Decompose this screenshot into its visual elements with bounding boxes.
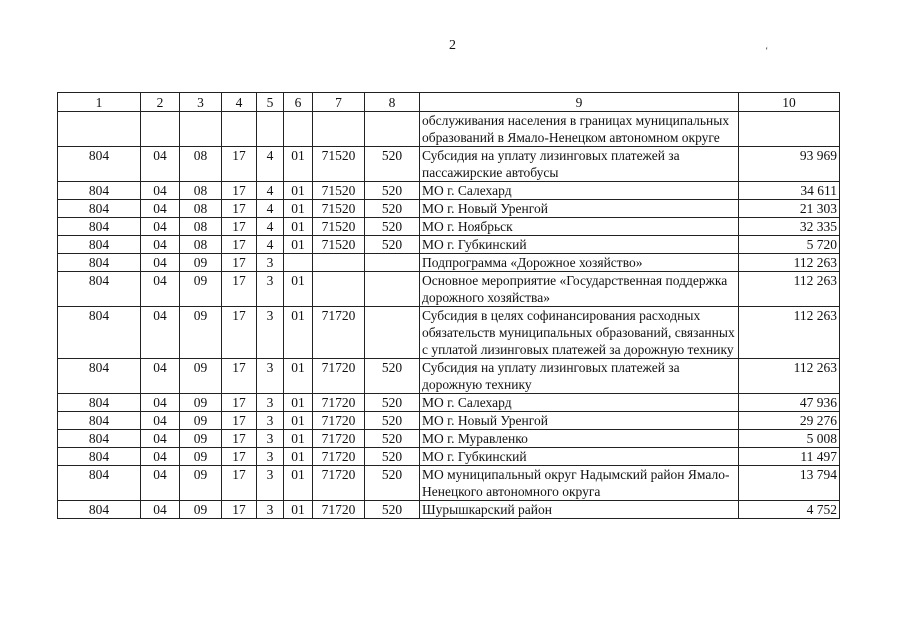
description-cell: Шурышкарский район — [420, 501, 739, 519]
table-row — [58, 218, 840, 236]
gu-code-cell: 804 — [58, 236, 141, 254]
column-header: 4 — [222, 93, 257, 112]
activity-cell: 01 — [284, 218, 313, 236]
gu-code-cell: 804 — [58, 272, 141, 307]
table-row — [58, 501, 840, 519]
table-row — [58, 182, 840, 200]
activity-cell: 01 — [284, 147, 313, 182]
description-cell: Субсидия в целях софинансирования расходных обязательств муниципальных образований, связанных с уплатой лизинговых платежей за дорожную технику — [420, 307, 739, 359]
gu-code-cell — [58, 112, 141, 147]
subprogram-cell: 4 — [257, 182, 284, 200]
subprogram-cell: 3 — [257, 412, 284, 430]
column-header: 10 — [739, 93, 840, 112]
amount-cell: 4 752 — [739, 501, 840, 519]
subsection-cell: 09 — [180, 448, 222, 466]
expense-type-cell: 520 — [365, 200, 420, 218]
direction-cell: 71720 — [313, 430, 365, 448]
description-cell: Основное мероприятие «Государственная поддержка дорожного хозяйства» — [420, 272, 739, 307]
amount-cell: 5 720 — [739, 236, 840, 254]
direction-cell — [313, 272, 365, 307]
column-header: 7 — [313, 93, 365, 112]
expense-type-cell — [365, 254, 420, 272]
amount-cell: 21 303 — [739, 200, 840, 218]
subprogram-cell — [257, 112, 284, 147]
expense-type-cell: 520 — [365, 466, 420, 501]
activity-cell — [284, 112, 313, 147]
activity-cell: 01 — [284, 448, 313, 466]
program-cell: 17 — [222, 430, 257, 448]
amount-cell: 34 611 — [739, 182, 840, 200]
table-header-row — [58, 93, 840, 112]
amount-cell: 112 263 — [739, 359, 840, 394]
column-header: 3 — [180, 93, 222, 112]
gu-code-cell: 804 — [58, 218, 141, 236]
direction-cell — [313, 112, 365, 147]
expense-type-cell: 520 — [365, 147, 420, 182]
expense-type-cell: 520 — [365, 236, 420, 254]
column-header: 9 — [420, 93, 739, 112]
section-cell: 04 — [141, 448, 180, 466]
subprogram-cell: 3 — [257, 394, 284, 412]
expense-type-cell — [365, 112, 420, 147]
gu-code-cell: 804 — [58, 430, 141, 448]
expense-type-cell: 520 — [365, 218, 420, 236]
amount-cell: 5 008 — [739, 430, 840, 448]
subsection-cell: 08 — [180, 200, 222, 218]
section-cell: 04 — [141, 394, 180, 412]
direction-cell: 71520 — [313, 200, 365, 218]
subsection-cell: 08 — [180, 147, 222, 182]
subsection-cell: 08 — [180, 182, 222, 200]
page-number: 2 — [449, 38, 456, 53]
description-cell: МО г. Губкинский — [420, 448, 739, 466]
section-cell: 04 — [141, 430, 180, 448]
program-cell: 17 — [222, 218, 257, 236]
section-cell: 04 — [141, 254, 180, 272]
table-row — [58, 254, 840, 272]
program-cell: 17 — [222, 147, 257, 182]
section-cell: 04 — [141, 147, 180, 182]
amount-cell: 112 263 — [739, 272, 840, 307]
amount-cell: 47 936 — [739, 394, 840, 412]
program-cell: 17 — [222, 359, 257, 394]
table-row — [58, 200, 840, 218]
table-row — [58, 466, 840, 501]
direction-cell: 71720 — [313, 412, 365, 430]
program-cell: 17 — [222, 254, 257, 272]
expense-type-cell: 520 — [365, 394, 420, 412]
subprogram-cell: 4 — [257, 218, 284, 236]
program-cell: 17 — [222, 182, 257, 200]
program-cell — [222, 112, 257, 147]
activity-cell: 01 — [284, 182, 313, 200]
description-cell: Субсидия на уплату лизинговых платежей за пассажирские автобусы — [420, 147, 739, 182]
activity-cell: 01 — [284, 501, 313, 519]
gu-code-cell: 804 — [58, 359, 141, 394]
direction-cell: 71720 — [313, 359, 365, 394]
table-row — [58, 430, 840, 448]
subsection-cell: 09 — [180, 466, 222, 501]
subprogram-cell: 4 — [257, 236, 284, 254]
amount-cell: 29 276 — [739, 412, 840, 430]
expense-type-cell — [365, 307, 420, 359]
table-row — [58, 359, 840, 394]
section-cell: 04 — [141, 307, 180, 359]
program-cell: 17 — [222, 394, 257, 412]
subprogram-cell: 3 — [257, 272, 284, 307]
description-cell: МО г. Новый Уренгой — [420, 412, 739, 430]
gu-code-cell: 804 — [58, 307, 141, 359]
table-row — [58, 147, 840, 182]
table-row — [58, 236, 840, 254]
description-cell: МО г. Салехард — [420, 182, 739, 200]
subprogram-cell: 3 — [257, 448, 284, 466]
description-cell: Подпрограмма «Дорожное хозяйство» — [420, 254, 739, 272]
table-row — [58, 394, 840, 412]
subsection-cell: 08 — [180, 218, 222, 236]
description-cell: Субсидия на уплату лизинговых платежей за дорожную технику — [420, 359, 739, 394]
table-row — [58, 112, 840, 147]
budget-table — [57, 92, 840, 519]
program-cell: 17 — [222, 501, 257, 519]
description-cell: МО муниципальный округ Надымский район Ямало-Ненецкого автономного округа — [420, 466, 739, 501]
table-body — [58, 112, 840, 519]
gu-code-cell: 804 — [58, 448, 141, 466]
subprogram-cell: 3 — [257, 501, 284, 519]
program-cell: 17 — [222, 200, 257, 218]
expense-type-cell: 520 — [365, 412, 420, 430]
section-cell: 04 — [141, 359, 180, 394]
description-cell: МО г. Муравленко — [420, 430, 739, 448]
expense-type-cell: 520 — [365, 182, 420, 200]
program-cell: 17 — [222, 466, 257, 501]
direction-cell: 71720 — [313, 501, 365, 519]
subsection-cell: 09 — [180, 430, 222, 448]
subsection-cell: 09 — [180, 394, 222, 412]
gu-code-cell: 804 — [58, 182, 141, 200]
amount-cell: 112 263 — [739, 307, 840, 359]
expense-type-cell — [365, 272, 420, 307]
column-header: 5 — [257, 93, 284, 112]
table-row — [58, 448, 840, 466]
direction-cell: 71520 — [313, 147, 365, 182]
direction-cell: 71520 — [313, 218, 365, 236]
subprogram-cell: 4 — [257, 200, 284, 218]
amount-cell: 93 969 — [739, 147, 840, 182]
expense-type-cell: 520 — [365, 359, 420, 394]
amount-cell: 11 497 — [739, 448, 840, 466]
direction-cell: 71720 — [313, 466, 365, 501]
direction-cell: 71720 — [313, 448, 365, 466]
gu-code-cell: 804 — [58, 501, 141, 519]
direction-cell — [313, 254, 365, 272]
subprogram-cell: 3 — [257, 466, 284, 501]
section-cell: 04 — [141, 236, 180, 254]
column-header: 6 — [284, 93, 313, 112]
gu-code-cell: 804 — [58, 466, 141, 501]
table-row — [58, 307, 840, 359]
activity-cell: 01 — [284, 466, 313, 501]
subsection-cell: 09 — [180, 359, 222, 394]
program-cell: 17 — [222, 307, 257, 359]
description-cell: МО г. Салехард — [420, 394, 739, 412]
activity-cell: 01 — [284, 430, 313, 448]
section-cell — [141, 112, 180, 147]
subsection-cell: 09 — [180, 272, 222, 307]
section-cell: 04 — [141, 218, 180, 236]
subprogram-cell: 4 — [257, 147, 284, 182]
direction-cell: 71720 — [313, 307, 365, 359]
subprogram-cell: 3 — [257, 430, 284, 448]
gu-code-cell: 804 — [58, 254, 141, 272]
activity-cell: 01 — [284, 200, 313, 218]
activity-cell: 01 — [284, 307, 313, 359]
gu-code-cell: 804 — [58, 394, 141, 412]
section-cell: 04 — [141, 200, 180, 218]
program-cell: 17 — [222, 236, 257, 254]
program-cell: 17 — [222, 448, 257, 466]
direction-cell: 71720 — [313, 394, 365, 412]
subsection-cell: 09 — [180, 307, 222, 359]
gu-code-cell: 804 — [58, 147, 141, 182]
description-cell: МО г. Ноябрьск — [420, 218, 739, 236]
section-cell: 04 — [141, 466, 180, 501]
program-cell: 17 — [222, 272, 257, 307]
column-header: 8 — [365, 93, 420, 112]
activity-cell: 01 — [284, 412, 313, 430]
expense-type-cell: 520 — [365, 448, 420, 466]
direction-cell: 71520 — [313, 236, 365, 254]
section-cell: 04 — [141, 412, 180, 430]
table-row — [58, 272, 840, 307]
gu-code-cell: 804 — [58, 412, 141, 430]
subsection-cell: 09 — [180, 254, 222, 272]
expense-type-cell: 520 — [365, 430, 420, 448]
subsection-cell: 08 — [180, 236, 222, 254]
activity-cell: 01 — [284, 394, 313, 412]
column-header: 2 — [141, 93, 180, 112]
section-cell: 04 — [141, 501, 180, 519]
subsection-cell: 09 — [180, 501, 222, 519]
subprogram-cell: 3 — [257, 254, 284, 272]
amount-cell — [739, 112, 840, 147]
table-row — [58, 412, 840, 430]
subsection-cell: 09 — [180, 412, 222, 430]
description-cell: обслуживания населения в границах муниципальных образований в Ямало-Ненецком автономном округе — [420, 112, 739, 147]
description-cell: МО г. Новый Уренгой — [420, 200, 739, 218]
activity-cell: 01 — [284, 272, 313, 307]
description-cell: МО г. Губкинский — [420, 236, 739, 254]
direction-cell: 71520 — [313, 182, 365, 200]
subprogram-cell: 3 — [257, 307, 284, 359]
amount-cell: 32 335 — [739, 218, 840, 236]
activity-cell — [284, 254, 313, 272]
section-cell: 04 — [141, 272, 180, 307]
activity-cell: 01 — [284, 359, 313, 394]
gu-code-cell: 804 — [58, 200, 141, 218]
amount-cell: 112 263 — [739, 254, 840, 272]
scan-artifact-mark: ‘ — [765, 46, 769, 57]
program-cell: 17 — [222, 412, 257, 430]
section-cell: 04 — [141, 182, 180, 200]
amount-cell: 13 794 — [739, 466, 840, 501]
subprogram-cell: 3 — [257, 359, 284, 394]
column-header: 1 — [58, 93, 141, 112]
activity-cell: 01 — [284, 236, 313, 254]
subsection-cell — [180, 112, 222, 147]
expense-type-cell: 520 — [365, 501, 420, 519]
